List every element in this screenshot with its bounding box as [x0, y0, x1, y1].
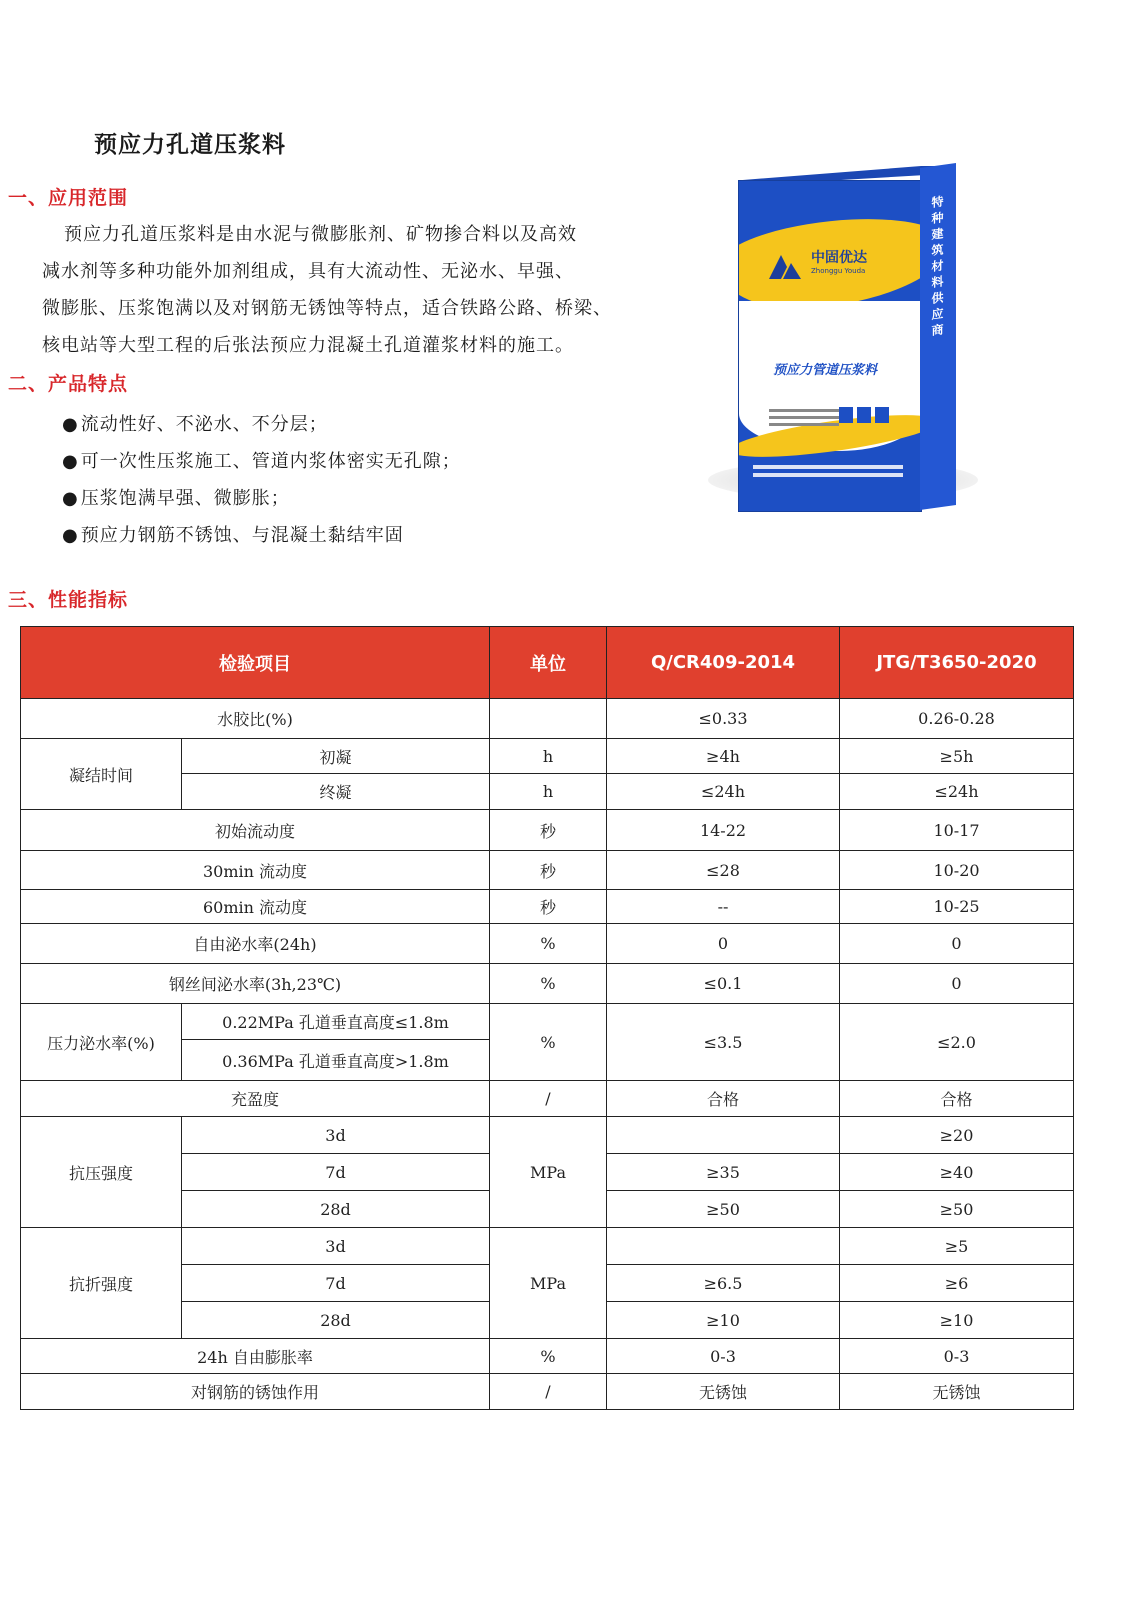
table-row: [21, 1228, 1074, 1265]
cell-item: 对钢筋的锈蚀作用: [21, 1374, 490, 1410]
cell-value-qcr: ≤0.33: [607, 699, 840, 739]
cell-value-jtg: 10-20: [840, 851, 1074, 890]
cell-value-qcr: ≤28: [607, 851, 840, 890]
section-heading-features: 二、产品特点: [8, 373, 129, 395]
cell-unit: %: [490, 1339, 607, 1374]
table-row: [21, 1374, 1074, 1410]
cell-value-qcr: ≤24h: [607, 774, 840, 810]
cell-unit: %: [490, 964, 607, 1004]
cell-sub: 28d: [182, 1302, 490, 1339]
cell-value-qcr: 无锈蚀: [607, 1374, 840, 1410]
page-title: 预应力孔道压浆料: [94, 132, 286, 158]
cell-value-jtg: ≥6: [840, 1265, 1074, 1302]
cell-unit: %: [490, 924, 607, 964]
cell-sub: 3d: [182, 1228, 490, 1265]
cell-unit: [490, 699, 607, 739]
cell-value-qcr: ≥6.5: [607, 1265, 840, 1302]
cell-unit: %: [490, 1004, 607, 1081]
table-row: [21, 1004, 1074, 1040]
intro-line: 预应力孔道压浆料是由水泥与微膨胀剂、矿物掺合料以及高效: [64, 224, 577, 245]
cell-value-jtg: 0.26-0.28: [840, 699, 1074, 739]
cell-value-qcr: [607, 1117, 840, 1154]
cell-sub: 0.36MPa 孔道垂直高度>1.8m: [182, 1040, 490, 1081]
cell-group: 抗折强度: [21, 1228, 182, 1339]
bag-product-name: 预应力管道压浆料: [773, 363, 878, 378]
cell-value-qcr: 合格: [607, 1081, 840, 1117]
table-row: [21, 810, 1074, 851]
cell-item: 水胶比(%): [21, 699, 490, 739]
cell-unit: h: [490, 774, 607, 810]
intro-line: 减水剂等多种功能外加剂组成，具有大流动性、无泌水、早强、: [42, 261, 574, 282]
table-row: [21, 739, 1074, 774]
cell-sub: 0.22MPa 孔道垂直高度≤1.8m: [182, 1004, 490, 1040]
table-row: [21, 1339, 1074, 1374]
cell-sub: 终凝: [182, 774, 490, 810]
bag-handling-icons: [839, 407, 893, 427]
feature-item: ● 压浆饱满早强、微膨胀；: [62, 480, 461, 517]
section-heading-performance: 三、性能指标: [8, 589, 129, 611]
cell-value-jtg: ≤24h: [840, 774, 1074, 810]
cell-value-qcr: ≤3.5: [607, 1004, 840, 1081]
cell-value-qcr: [607, 1228, 840, 1265]
cell-value-jtg: ≤2.0: [840, 1004, 1074, 1081]
intro-paragraph: [42, 216, 682, 364]
stack-icon: [857, 407, 871, 423]
cell-value-jtg: ≥40: [840, 1154, 1074, 1191]
section-heading-scope: 一、应用范围: [8, 187, 129, 209]
cell-value-qcr: ≥4h: [607, 739, 840, 774]
cell-sub: 7d: [182, 1265, 490, 1302]
cell-unit: MPa: [490, 1117, 607, 1228]
cell-value-qcr: 0-3: [607, 1339, 840, 1374]
cell-group: 压力泌水率(%): [21, 1004, 182, 1081]
cell-sub: 3d: [182, 1117, 490, 1154]
cell-sub: 28d: [182, 1191, 490, 1228]
cell-value-qcr: --: [607, 890, 840, 924]
cell-value-jtg: ≥50: [840, 1191, 1074, 1228]
table-row: [21, 699, 1074, 739]
cell-item: 充盈度: [21, 1081, 490, 1117]
cell-value-jtg: ≥20: [840, 1117, 1074, 1154]
cell-sub: 7d: [182, 1154, 490, 1191]
cell-unit: /: [490, 1374, 607, 1410]
bag-front: [738, 180, 922, 512]
intro-line: 核电站等大型工程的后张法预应力混凝土孔道灌浆材料的施工。: [42, 335, 574, 356]
cell-unit: MPa: [490, 1228, 607, 1339]
brand-logo-icon: [767, 251, 803, 281]
cell-unit: 秒: [490, 890, 607, 924]
cell-item: 自由泌水率(24h): [21, 924, 490, 964]
moisture-icon: [875, 407, 889, 423]
cell-value-jtg: 0: [840, 964, 1074, 1004]
cell-value-jtg: 无锈蚀: [840, 1374, 1074, 1410]
cell-value-jtg: 10-17: [840, 810, 1074, 851]
cell-value-qcr: 0: [607, 924, 840, 964]
header-item: 检验项目: [21, 627, 490, 699]
cell-sub: 初凝: [182, 739, 490, 774]
cell-unit: /: [490, 1081, 607, 1117]
table-row: [21, 890, 1074, 924]
cell-item: 30min 流动度: [21, 851, 490, 890]
cell-item: 24h 自由膨胀率: [21, 1339, 490, 1374]
cell-unit: h: [490, 739, 607, 774]
cell-value-qcr: ≥50: [607, 1191, 840, 1228]
cell-item: 初始流动度: [21, 810, 490, 851]
table-row: [21, 851, 1074, 890]
bag-brand-name: 中固优达: [811, 250, 867, 266]
cell-group: 抗压强度: [21, 1117, 182, 1228]
bag-brand-english: Zhonggu Youda: [811, 267, 866, 275]
intro-line: 微膨胀、压浆饱满以及对钢筋无锈蚀等特点，适合铁路公路、桥梁、: [42, 298, 612, 319]
cell-value-qcr: ≥35: [607, 1154, 840, 1191]
bag-side: [920, 163, 956, 510]
table-row: [21, 924, 1074, 964]
header-unit: 单位: [490, 627, 607, 699]
cell-group: 凝结时间: [21, 739, 182, 810]
feature-list: [62, 406, 461, 554]
performance-table: [20, 626, 1074, 1410]
cell-value-jtg: 0-3: [840, 1339, 1074, 1374]
header-standard-jtg: JTG/T3650-2020: [840, 627, 1074, 699]
table-row: [21, 1117, 1074, 1154]
bag-side-slogan: 特种建筑材料供应商: [930, 194, 944, 341]
cell-value-jtg: 10-25: [840, 890, 1074, 924]
feature-item: ● 预应力钢筋不锈蚀、与混凝土黏结牢固: [62, 517, 461, 554]
table-row: [21, 964, 1074, 1004]
bag-fine-print: [769, 409, 839, 412]
feature-item: ● 流动性好、不泌水、不分层；: [62, 406, 461, 443]
cell-value-jtg: ≥5: [840, 1228, 1074, 1265]
cell-item: 60min 流动度: [21, 890, 490, 924]
cell-value-jtg: 合格: [840, 1081, 1074, 1117]
cell-unit: 秒: [490, 810, 607, 851]
cell-value-jtg: ≥5h: [840, 739, 1074, 774]
product-bag-image: [708, 160, 988, 520]
feature-item: ● 可一次性压浆施工、管道内浆体密实无孔隙；: [62, 443, 461, 480]
umbrella-icon: [839, 407, 853, 423]
table-row: [21, 1081, 1074, 1117]
header-standard-qcr: Q/CR409-2014: [607, 627, 840, 699]
bag-company-text: [753, 465, 903, 469]
cell-value-jtg: 0: [840, 924, 1074, 964]
cell-value-qcr: ≤0.1: [607, 964, 840, 1004]
cell-value-jtg: ≥10: [840, 1302, 1074, 1339]
cell-value-qcr: 14-22: [607, 810, 840, 851]
cell-unit: 秒: [490, 851, 607, 890]
cell-item: 钢丝间泌水率(3h,23℃): [21, 964, 490, 1004]
cell-value-qcr: ≥10: [607, 1302, 840, 1339]
